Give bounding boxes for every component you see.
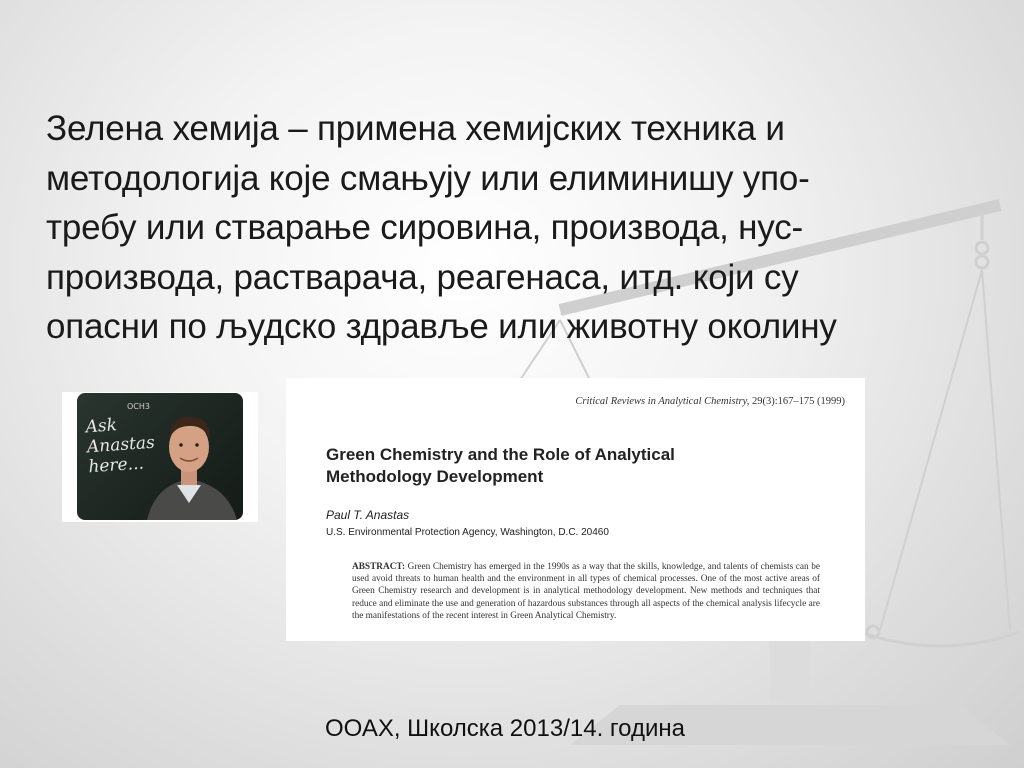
slide-footer: ООАХ, Школска 2013/14. година	[325, 715, 685, 742]
formula-chalk: OCH3	[127, 402, 150, 411]
chalk-caption: Ask Anastas here...	[84, 415, 156, 478]
abstract-text: Green Chemistry has emerged in the 1990s as a way that the skills, knowledge, and talents of chemists can be used avoid threats to human health and the environment in all types of chemical processes. One of the most active areas of Green Chemistry research and development is in analytical methodology development. New methods and techniques that reduce and eliminate the use and generation of hazardous substances through all aspects of the chemical analysis lifecycle are the manifestations of the recent interest in Green Analytical Chemistry.	[352, 562, 820, 621]
paper-affiliation: U.S. Environmental Protection Agency, Washington, D.C. 20460	[326, 527, 609, 538]
paper-excerpt	[286, 378, 865, 641]
anastas-photo	[77, 393, 243, 520]
journal-reference	[575, 396, 845, 407]
slide-body-text: Зелена хемија – примена хемијских техника и методологија које смањују или елиминишу упо- требу или стварање сировина, производа, нус- производа, растварача, реагенаса, итд. који су опасни по људско здравље или животну околину	[46, 109, 837, 346]
paper-author: Paul T. Anastas	[326, 508, 410, 522]
paper-abstract	[352, 561, 820, 622]
journal-volume: 29(3):167–175 (1999)	[749, 396, 845, 407]
abstract-label: ABSTRACT:	[352, 562, 406, 572]
journal-name: Critical Reviews in Analytical Chemistry,	[575, 396, 750, 407]
paper-title: Green Chemistry and the Role of Analytical Methodology Development	[326, 445, 675, 486]
